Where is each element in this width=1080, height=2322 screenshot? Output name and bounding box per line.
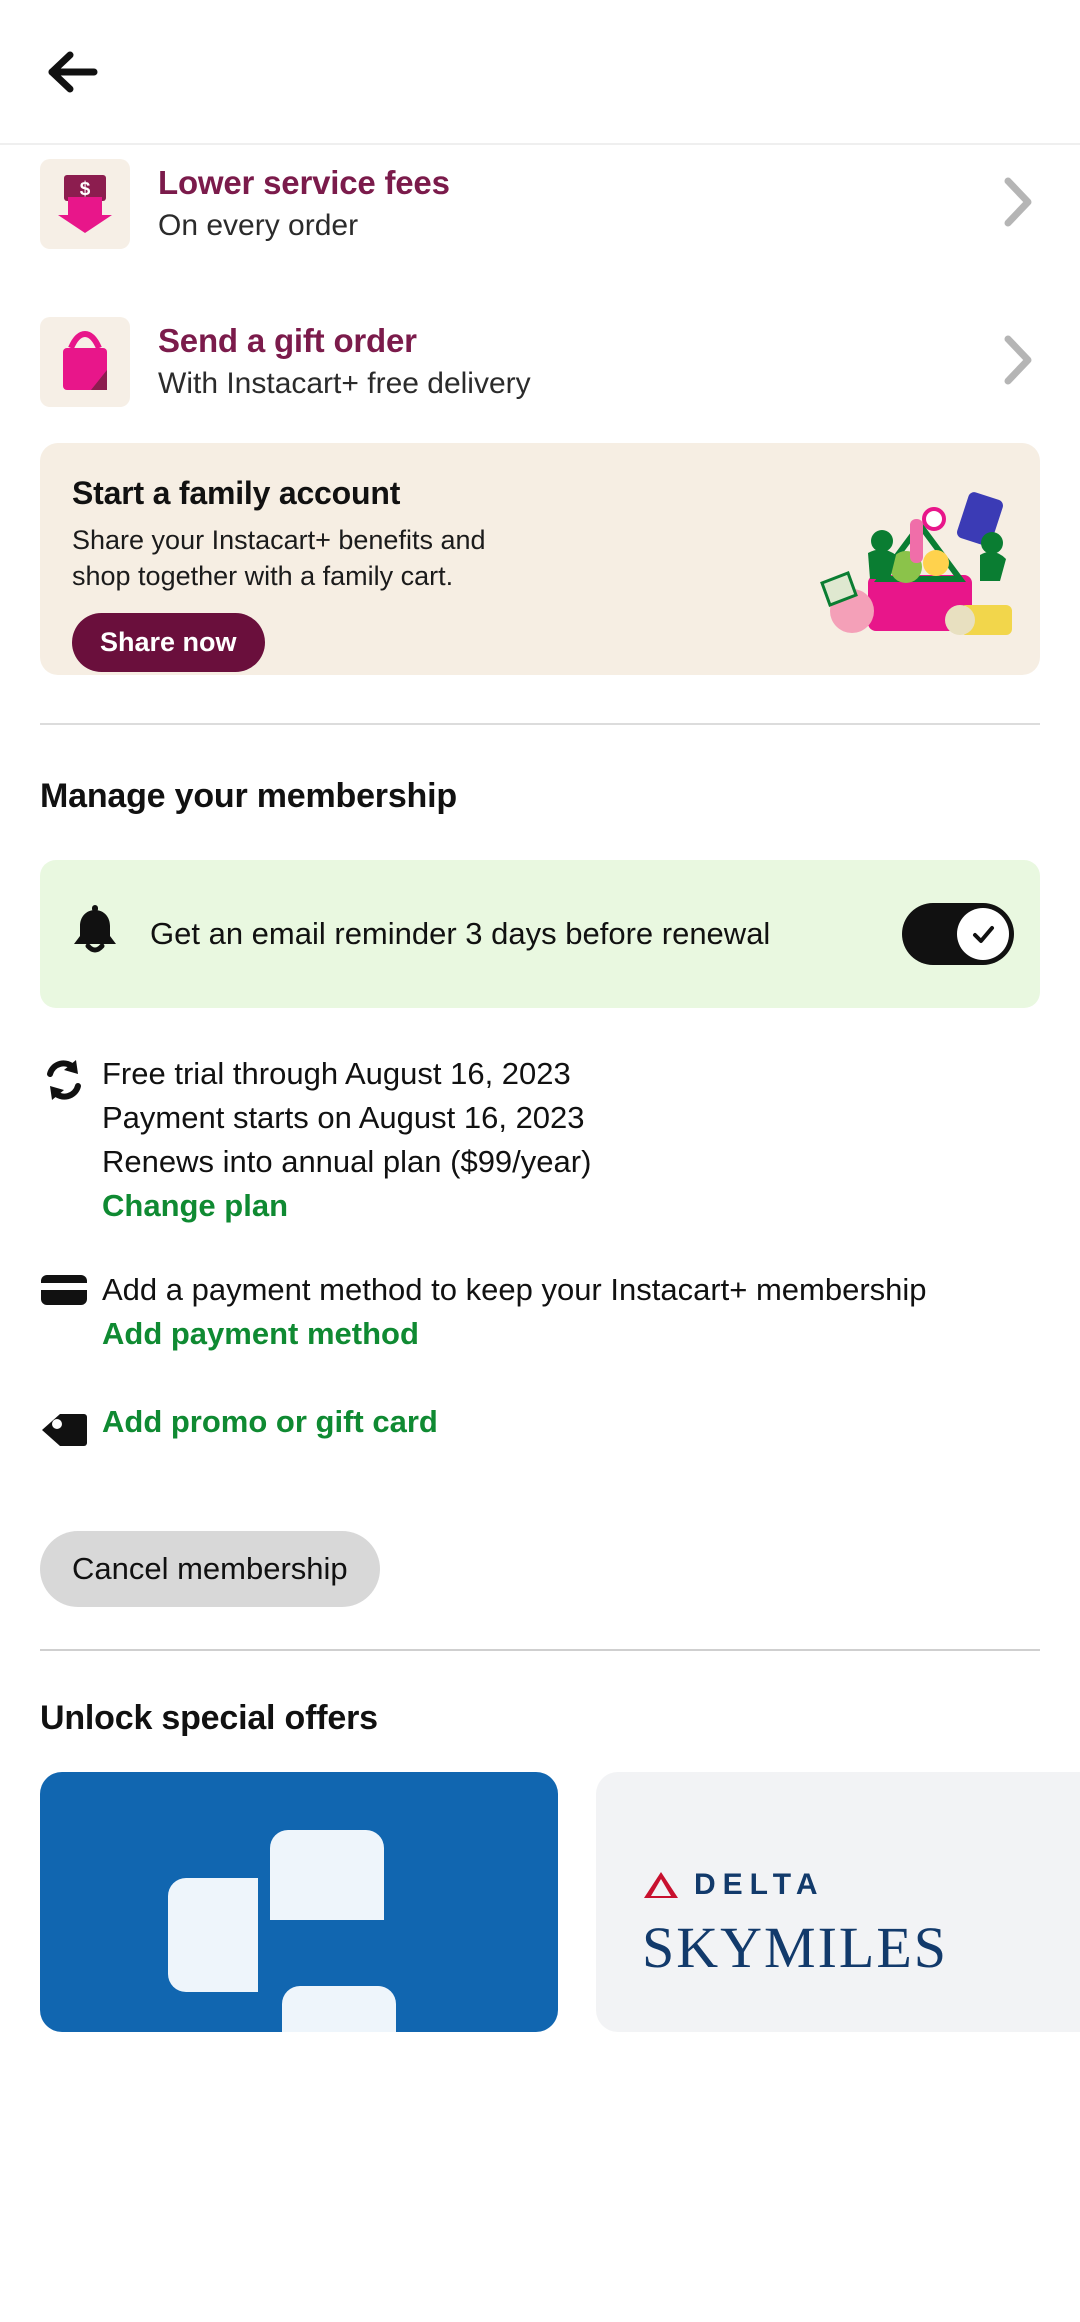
toggle-knob bbox=[957, 908, 1009, 960]
email-reminder-toggle[interactable] bbox=[902, 903, 1014, 965]
top-bar-divider bbox=[0, 143, 1080, 145]
chase-logo bbox=[150, 1812, 450, 2032]
family-card-title: Start a family account bbox=[72, 475, 401, 511]
benefit-text bbox=[158, 322, 1000, 403]
email-reminder-label: Get an email reminder 3 days before renewal bbox=[150, 916, 771, 952]
plan-info-row bbox=[40, 1052, 1040, 1224]
scroll-content bbox=[0, 145, 1080, 2032]
plan-line-payment-start: Payment starts on August 16, 2023 bbox=[102, 1100, 585, 1136]
offers-section-title: Unlock special offers bbox=[40, 1699, 378, 1738]
benefit-subtitle: On every order bbox=[158, 209, 359, 243]
section-divider bbox=[40, 723, 1040, 725]
back-button[interactable] bbox=[36, 36, 108, 108]
share-now-button[interactable]: Share now bbox=[72, 613, 265, 672]
add-promo-or-gift-card-link[interactable]: Add promo or gift card bbox=[102, 1404, 438, 1440]
promo-body bbox=[102, 1404, 1040, 1440]
offers-divider bbox=[40, 1649, 1040, 1651]
email-reminder-card bbox=[40, 860, 1040, 1008]
top-bar bbox=[0, 0, 1080, 143]
delta-logo-block bbox=[642, 1868, 948, 1981]
benefit-row-send-gift-order[interactable] bbox=[0, 303, 1080, 421]
delta-brand-row bbox=[642, 1868, 948, 1902]
family-shopping-illustration bbox=[810, 479, 1030, 654]
plan-line-renewal: Renews into annual plan ($99/year) bbox=[102, 1144, 592, 1180]
manage-section-title: Manage your membership bbox=[40, 777, 457, 815]
cancel-membership-wrap bbox=[40, 1531, 1040, 1607]
chevron-right-icon bbox=[1000, 175, 1034, 234]
offer-card-delta-skymiles[interactable] bbox=[596, 1772, 1080, 2032]
row-spacer bbox=[0, 263, 1080, 303]
plan-line-trial: Free trial through August 16, 2023 bbox=[102, 1056, 571, 1091]
delta-triangle-icon bbox=[642, 1870, 680, 1900]
offers-carousel[interactable] bbox=[40, 1772, 1080, 2032]
renew-arrows-icon bbox=[40, 1052, 102, 1109]
svg-text:$: $ bbox=[79, 179, 91, 200]
payment-method-body bbox=[102, 1268, 1040, 1352]
benefit-title: Send a gift order bbox=[158, 321, 417, 359]
benefit-subtitle: With Instacart+ free delivery bbox=[158, 367, 531, 401]
payment-method-row bbox=[40, 1268, 1040, 1352]
chevron-right-icon bbox=[1000, 333, 1034, 392]
delta-brand-label: DELTA bbox=[694, 1868, 825, 1902]
delta-program-label: SKYMILES bbox=[642, 1915, 949, 1981]
credit-card-icon bbox=[40, 1268, 102, 1313]
benefit-text bbox=[158, 164, 1000, 245]
change-plan-link[interactable]: Change plan bbox=[102, 1188, 289, 1224]
tag-icon bbox=[40, 1404, 102, 1457]
offer-card-chase[interactable] bbox=[40, 1772, 558, 2032]
down-arrow-dollar-icon bbox=[40, 159, 130, 249]
cancel-membership-button[interactable]: Cancel membership bbox=[40, 1531, 380, 1607]
add-payment-method-link[interactable]: Add payment method bbox=[102, 1316, 419, 1352]
benefit-title: Lower service fees bbox=[158, 163, 450, 201]
benefit-row-lower-service-fees[interactable] bbox=[0, 145, 1080, 263]
bell-icon bbox=[70, 904, 120, 965]
promo-row bbox=[40, 1404, 1040, 1457]
family-account-card[interactable] bbox=[40, 443, 1040, 675]
payment-method-text: Add a payment method to keep your Instacart+ membership bbox=[102, 1272, 927, 1308]
gift-bag-icon bbox=[40, 317, 130, 407]
family-card-description: Share your Instacart+ benefits and shop together with a family cart. bbox=[72, 525, 486, 591]
plan-info-body bbox=[102, 1052, 1040, 1224]
